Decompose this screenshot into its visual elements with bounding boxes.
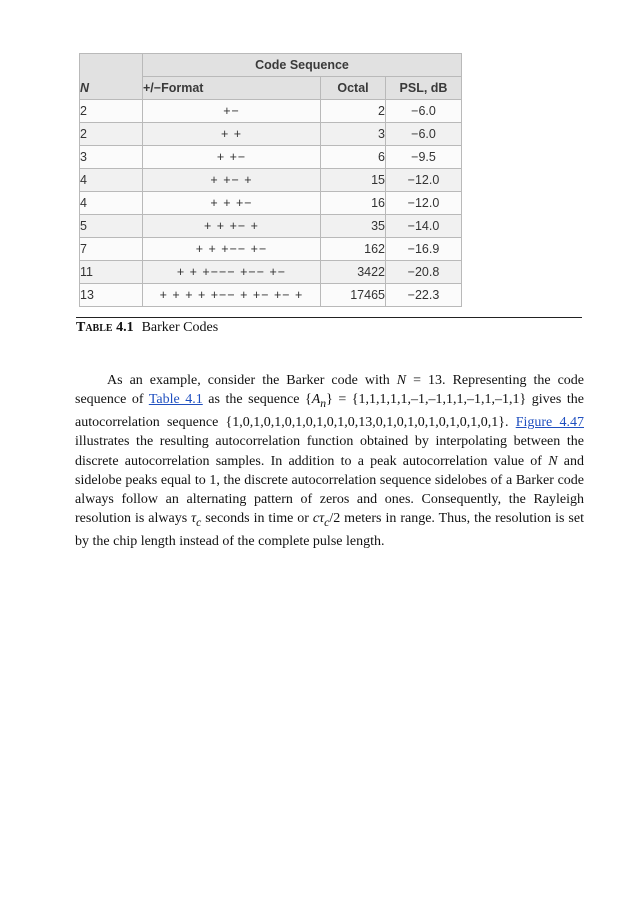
- table-row: [80, 238, 462, 261]
- table-row: [80, 100, 462, 123]
- cell-psl: −14.0: [386, 215, 462, 238]
- text-run: As an example, consider the Barker code with: [107, 373, 397, 388]
- barker-codes-table: [79, 53, 462, 307]
- text-run: as the sequence {: [202, 392, 312, 408]
- cell-octal: 162: [321, 238, 386, 261]
- cell-format: + + +−: [143, 192, 321, 215]
- text-run: and sidelobe peaks equal to 1, the discrete autocorrelation sequence sidelobes of a Barker code always follow an alternating pattern of zeros and ones. Consequently, the Rayleigh resolution is always: [75, 453, 584, 527]
- variable-a: A: [311, 392, 321, 408]
- cell-psl: −6.0: [386, 100, 462, 123]
- cell-psl: −12.0: [386, 192, 462, 215]
- column-header-n: N: [80, 54, 143, 100]
- subscript-c: c: [324, 516, 330, 530]
- cell-n: 3: [80, 146, 143, 169]
- figure-4-47-link[interactable]: Figure 4.47: [515, 415, 584, 431]
- cell-n: 4: [80, 192, 143, 215]
- cell-format: + + +− +: [143, 215, 321, 238]
- group-header-code-sequence: Code Sequence: [143, 54, 462, 77]
- cell-format: + +− +: [143, 169, 321, 192]
- table-row: [80, 284, 462, 307]
- cell-psl: −6.0: [386, 123, 462, 146]
- cell-octal: 15: [321, 169, 386, 192]
- cell-format: + + +−−− +−− +−: [143, 261, 321, 284]
- column-header-psl: PSL, dB: [386, 77, 462, 100]
- cell-n: 4: [80, 169, 143, 192]
- table-row: [80, 169, 462, 192]
- cell-octal: 3: [321, 123, 386, 146]
- cell-n: 13: [80, 284, 143, 307]
- cell-octal: 6: [321, 146, 386, 169]
- subscript-c: c: [196, 516, 202, 530]
- cell-octal: 17465: [321, 284, 386, 307]
- cell-n: 2: [80, 100, 143, 123]
- cell-format: + + + + +−− + +− +− +: [143, 284, 321, 307]
- table-row: [80, 261, 462, 284]
- text-run: /2 meters in range. Thus, the resolution is set by the chip length instead of the complete pulse length.: [75, 511, 584, 550]
- symbol-tau: τ: [319, 511, 325, 527]
- caption-divider: [76, 317, 582, 318]
- column-header-octal: Octal: [321, 77, 386, 100]
- variable-n: N: [548, 453, 558, 469]
- text-run: seconds in time or: [201, 511, 313, 527]
- subscript-n: n: [320, 397, 327, 410]
- cell-n: 5: [80, 215, 143, 238]
- cell-format: + +−: [143, 146, 321, 169]
- cell-psl: −20.8: [386, 261, 462, 284]
- table-row: [80, 192, 462, 215]
- cell-psl: −22.3: [386, 284, 462, 307]
- column-header-format: +/−Format: [143, 77, 321, 100]
- cell-psl: −9.5: [386, 146, 462, 169]
- cell-octal: 2: [321, 100, 386, 123]
- cell-format: + +: [143, 123, 321, 146]
- table-caption: [76, 320, 218, 336]
- barker-codes-table-wrapper: [79, 53, 461, 307]
- table-4-1-link[interactable]: Table 4.1: [148, 392, 203, 408]
- caption-label: Table 4.1: [76, 320, 134, 335]
- table-row: [80, 146, 462, 169]
- symbol-tau: τ: [191, 511, 197, 527]
- cell-format: + + +−− +−: [143, 238, 321, 261]
- cell-format: +−: [143, 100, 321, 123]
- cell-n: 11: [80, 261, 143, 284]
- cell-n: 2: [80, 123, 143, 146]
- cell-n: 7: [80, 238, 143, 261]
- cell-psl: −12.0: [386, 169, 462, 192]
- cell-psl: −16.9: [386, 238, 462, 261]
- variable-n: N: [396, 373, 407, 388]
- caption-title: Barker Codes: [141, 320, 219, 335]
- body-paragraph: [75, 371, 584, 551]
- cell-octal: 3422: [321, 261, 386, 284]
- table-row: [80, 123, 462, 146]
- cell-octal: 35: [321, 215, 386, 238]
- text-run: } = {1,1,1,1,1,–1,–1,1,1,–1,1,–1,1} gives the autocorrelation sequence {1,0,1,0,1,0,1,0,1,0,1,0,13,0,1,0,1,0,1,0,1,0,1,0,1}.: [75, 392, 584, 431]
- cell-octal: 16: [321, 192, 386, 215]
- table-row: [80, 215, 462, 238]
- text-run: illustrates the resulting autocorrelation function obtained by interpolating between the discrete autocorrelation samples. In addition to a peak autocorrelation value of: [75, 434, 584, 469]
- text-run: = 13. Representing the code sequence of: [75, 373, 585, 408]
- variable-c: c: [312, 511, 320, 527]
